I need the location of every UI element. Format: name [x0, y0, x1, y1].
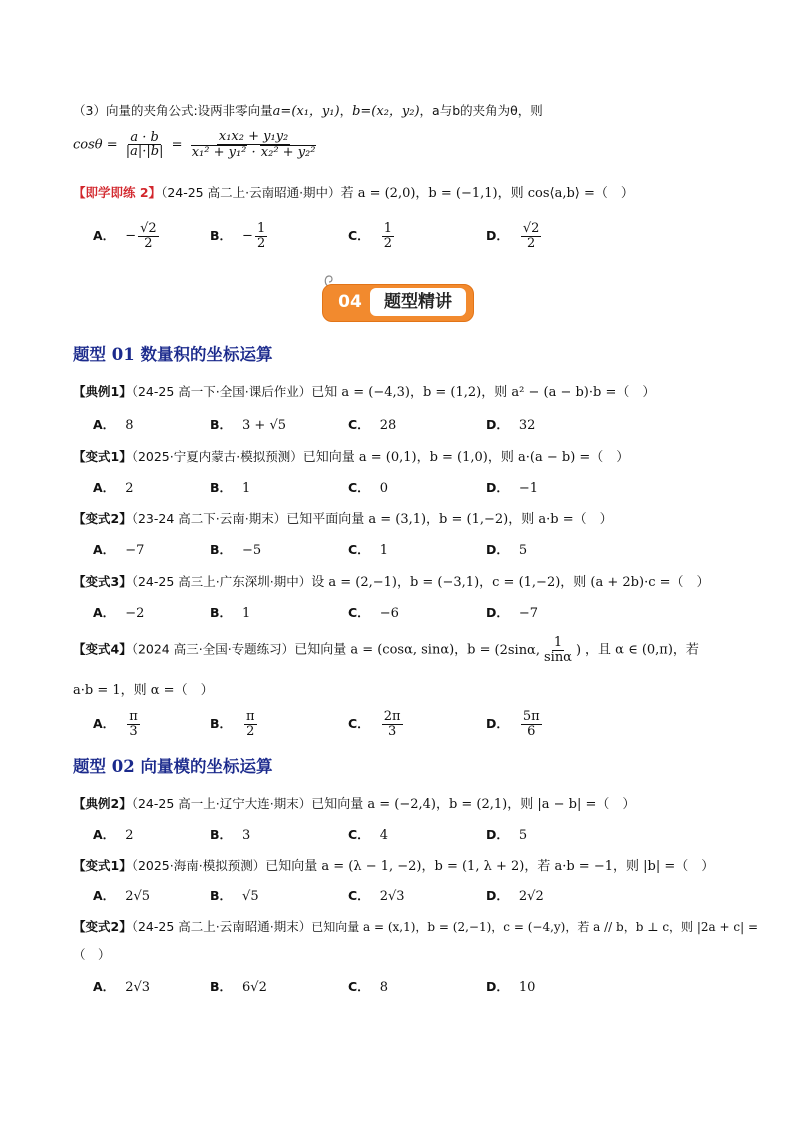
q8-option-a[interactable]: A． 2√3	[93, 979, 151, 995]
q1-tag: 【典例1】	[73, 384, 132, 399]
q5-source: （2024 高三·全国·专题练习）	[131, 641, 295, 657]
practice-2-source: （24-25 高二上·云南昭通·期中）	[161, 185, 341, 200]
q8-option-b[interactable]: B． 6√2	[210, 979, 267, 995]
q3-option-c[interactable]: C． 1	[348, 542, 388, 558]
q1-question: 已知 a = (−4,3)，b = (1,2)，则 a² − (a − b)·b =（ ）	[311, 385, 656, 400]
cos-fraction-2: $\frac{\text{x₁x₂ + y₁y₂}}{\text{x₁² + y₁² · x₂² + y₂²}}$	[191, 129, 316, 160]
q7-option-b[interactable]: B． √5	[210, 888, 259, 904]
q8-question: 已知向量 a = (x,1)，b = (2,−1)，c = (−4,y)，若 a // b，b ⊥ c，则 |2a + c| =	[311, 920, 758, 934]
q3-tag: 【变式2】	[73, 511, 132, 526]
q5-question-b: ，且 α ∈ (0,π)，若	[585, 642, 699, 658]
q4-option-d[interactable]: D． −7	[486, 605, 539, 621]
q8-question-line2: （ ）	[73, 947, 111, 962]
banner-title: 题型精讲	[370, 288, 466, 316]
q1-source: （24-25 高一下·全国·课后作业）	[131, 384, 312, 399]
formula-intro: （3）向量的夹角公式:设两非零向量	[73, 103, 273, 118]
q5-bvec: (2sinα, $\frac{1}{\sin\alpha}$ )	[494, 635, 582, 665]
q7-option-a[interactable]: A． 2√5	[93, 888, 151, 904]
q2-option-d[interactable]: D． −1	[486, 480, 539, 496]
section-2-title: 题型 02 向量模的坐标运算	[73, 757, 273, 776]
q6-option-d[interactable]: D． 5	[486, 827, 528, 843]
practice-2-question: 若 a = (2,0)，b = (−1,1)，则 cos⟨a,b⟩ =（ ）	[340, 186, 634, 201]
cos-fraction-1: $\frac{a \cdot b}{|a|\cdot|b|}$	[125, 129, 164, 160]
practice-2-option-b[interactable]: B． − $\frac{1}{2}$	[210, 221, 266, 251]
cos-formula: cosθ = $\frac{a \cdot b}{|a|\cdot|b|}$ = $\frac{\text{x₁x₂ + y₁y₂}}{\text{x₁² + y₁² · x₂² + y₂²}}$	[73, 130, 320, 160]
q7-option-c[interactable]: C． 2√3	[348, 888, 405, 904]
q1-option-b[interactable]: B． 3 + √5	[210, 417, 287, 433]
q8-stem	[73, 917, 758, 935]
q1-option-a[interactable]: A． 8	[93, 417, 134, 433]
q6-question: 已知向量 a = (−2,4)，b = (2,1)，则 |a − b| =（ ）	[311, 797, 636, 812]
q3-option-a[interactable]: A． −7	[93, 542, 145, 558]
q3-option-b[interactable]: B． −5	[210, 542, 262, 558]
q8-option-d[interactable]: D． 10	[486, 979, 536, 995]
q2-option-b[interactable]: B． 1	[210, 480, 251, 496]
q3-option-d[interactable]: D． 5	[486, 542, 528, 558]
section-1-title: 题型 01 数量积的坐标运算	[73, 345, 273, 364]
q8-source: （24-25 高二上·云南昭通·期末）	[131, 919, 312, 934]
banner-number: 04	[338, 292, 362, 312]
formula-line: （3）向量的夹角公式:设两非零向量a=(x₁，y₁)，b=(x₂，y₂)，a与b的夹角为θ，则	[73, 103, 543, 119]
vector-a-def: a=(x₁，y₁)	[272, 104, 340, 119]
q7-tag: 【变式1】	[73, 858, 132, 873]
q4-stem	[73, 571, 710, 590]
section-banner	[322, 284, 474, 322]
q8-option-c[interactable]: C． 8	[348, 979, 388, 995]
q5-option-c[interactable]: C． $\frac{2\pi}{3}$	[348, 709, 401, 739]
practice-2-option-a[interactable]: A． − $\frac{√2}{2}$	[93, 221, 157, 251]
q1-stem	[73, 381, 655, 400]
q5-stem	[73, 636, 699, 664]
q6-option-a[interactable]: A． 2	[93, 827, 134, 843]
q1-option-d[interactable]: D． 32	[486, 417, 536, 433]
q5-tag: 【变式4】	[73, 641, 132, 657]
q2-stem	[73, 446, 629, 465]
q3-question: 已知平面向量 a = (3,1)，b = (1,−2)，则 a·b =（ ）	[286, 512, 613, 527]
q5-option-b[interactable]: B． $\frac{\pi}{2}$	[210, 709, 255, 739]
q7-question: 已知向量 a = (λ − 1, −2)，b = (1, λ + 2)，若 a·b = −1，则 |b| =（ ）	[265, 859, 715, 874]
formula-tail: ，a与b的夹角为θ，则	[419, 103, 543, 118]
q5-question-line2: a·b = 1，则 α =（ ）	[73, 683, 214, 698]
practice-2-option-c[interactable]: C． $\frac{1}{2}$	[348, 221, 392, 251]
q5-option-a[interactable]: A． $\frac{\pi}{3}$	[93, 709, 138, 739]
q7-source: （2025·海南·模拟预测）	[131, 858, 266, 873]
q6-option-b[interactable]: B． 3	[210, 827, 251, 843]
cos-label: cosθ =	[73, 137, 118, 153]
q8-tag: 【变式2】	[73, 919, 132, 934]
q7-option-d[interactable]: D． 2√2	[486, 888, 544, 904]
q4-question: 设 a = (2,−1)，b = (−3,1)，c = (1,−2)，则 (a + 2b)·c =（ ）	[311, 575, 710, 590]
q4-tag: 【变式3】	[73, 574, 132, 589]
q2-option-c[interactable]: C． 0	[348, 480, 388, 496]
q2-question: 已知向量 a = (0,1)，b = (1,0)，则 a·(a − b) =（ ）	[302, 450, 630, 465]
q4-option-b[interactable]: B． 1	[210, 605, 251, 621]
q4-option-a[interactable]: A． −2	[93, 605, 145, 621]
practice-2-option-d[interactable]: D． $\frac{√2}{2}$	[486, 221, 540, 251]
q6-option-c[interactable]: C． 4	[348, 827, 388, 843]
q2-option-a[interactable]: A． 2	[93, 480, 134, 496]
q5-question-a: 已知向量 a = (cosα, sinα)，b =	[294, 642, 491, 658]
q3-source: （23-24 高二下·云南·期末）	[131, 511, 287, 526]
q7-stem	[73, 855, 714, 874]
q6-tag: 【典例2】	[73, 796, 132, 811]
q1-option-c[interactable]: C． 28	[348, 417, 397, 433]
vector-b-def: b=(x₂，y₂)	[352, 104, 420, 119]
q6-stem	[73, 793, 635, 812]
q4-option-c[interactable]: C． −6	[348, 605, 399, 621]
q3-stem	[73, 508, 613, 527]
q2-tag: 【变式1】	[73, 449, 132, 464]
q6-source: （24-25 高一上·辽宁大连·期末）	[131, 796, 312, 811]
q4-source: （24-25 高三上·广东深圳·期中）	[131, 574, 312, 589]
q5-option-d[interactable]: D． $\frac{5\pi}{6}$	[486, 709, 540, 739]
q2-source: （2025·宁夏内蒙古·模拟预测）	[131, 449, 303, 464]
practice-2-tag: 【即学即练 2】	[73, 185, 162, 200]
practice-2-stem	[73, 182, 634, 201]
